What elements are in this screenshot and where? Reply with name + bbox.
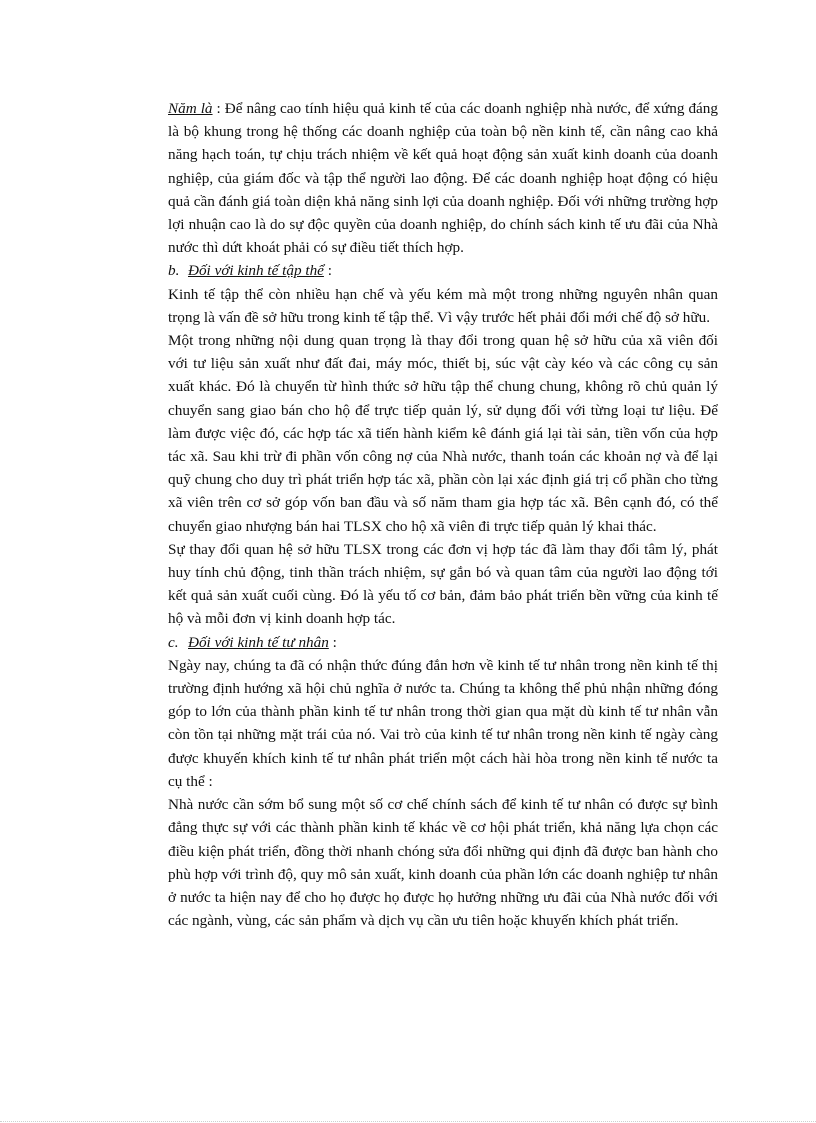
section-c-title: Đối với kinh tế tư nhân [188, 633, 329, 651]
section-c-colon: : [328, 633, 337, 651]
intro-text: : Để nâng cao tính hiệu quả kinh tế của các doanh nghiệp nhà nước, để xứng đáng là bộ khung trong hệ thống các doanh nghiệp của toàn bộ nền kinh tế, cần nâng cao khả năng hạch toán, tự chịu trách nhiệm về kết quả hoạt động sản xuất kinh doanh của doanh nghiệp, của giám đốc và tập thể người lao động. Để các doanh nghiệp hoạt động có hiệu quả cần đánh giá toàn diện khả năng sinh lợi của doanh nghiệp. Đối với những trường hợp lợi nhuận cao là do sự độc quyền của doanh nghiệp, do chính sách kinh tế ưu đãi của Nhà nước thì dứt khoát phải có sự điều tiết thích hợp. [168, 100, 718, 257]
section-c-heading [168, 631, 718, 654]
section-b-letter: b. [168, 262, 180, 280]
intro-paragraph [168, 97, 718, 259]
paragraph-b1: Kinh tế tập thể còn nhiều hạn chế và yếu kém mà một trong những nguyên nhân quan trọng là vấn đề sở hữu trong kinh tế tập thể. Vì vậy trước hết phải đổi mới chế độ sở hữu. [168, 285, 718, 326]
paragraph-b3: Sự thay đổi quan hệ sở hữu TLSX trong các đơn vị hợp tác đã làm thay đổi tâm lý, phát huy tính chủ động, tinh thần trách nhiệm, sự gắn bó và quan tâm của người lao động tới kết quả sản xuất cuối cùng. Đó là yếu tố cơ bản, đảm bảo phát triển bền vững của kinh tế hộ và mỗi đơn vị kinh doanh hợp tác. [168, 540, 718, 628]
document-page [168, 97, 718, 932]
paragraph-c1: Ngày nay, chúng ta đã có nhận thức đúng đắn hơn về kinh tế tư nhân trong nền kinh tế thị trường định hướng xã hội chủ nghĩa ở nước ta. Chúng ta không thể phủ nhận những đóng góp to lớn của thành phần kinh tế tư nhân trong thời gian qua mặt dù kinh tế tư nhân vẫn còn tồn tại những mặt trái của nó. Vai trò của kinh tế tư nhân trong nền kinh tế ngày càng được khuyến khích kinh tế tư nhân phát triển một cách hài hòa trong nền kinh tế nước ta cụ thể : [168, 656, 718, 790]
paragraph-b2: Một trong những nội dung quan trọng là thay đổi trong quan hệ sở hữu của xã viên đối với tư liệu sản xuất như đất đai, máy móc, thiết bị, súc vật cày kéo và các công cụ sản xuất khác. Đó là chuyển từ hình thức sở hữu tập thể chung chung, không rõ chủ quản lý chuyển sang giao bán cho hộ để trực tiếp quản lý, sử dụng đối với từng loại tư liệu. Để làm được việc đó, các hợp tác xã tiến hành kiểm kê đánh giá lại tài sản, tiền vốn của hợp tác xã. Sau khi trừ đi phần vốn công nợ của Nhà nước, thanh toán các khoản nợ và để lại quỹ chung cho duy trì phát triển hợp tác xã, phần còn lại xác định giá trị cổ phần cho từng xã viên trên cơ sở góp vốn ban đầu và số năm tham gia hợp tác xã. Bên cạnh đó, có thể chuyển giao nhượng bán hai TLSX cho hộ xã viên đi trực tiếp quản lý khai thác. [168, 332, 718, 535]
section-b-title: Đối với kinh tế tập thể [188, 262, 324, 280]
page-bottom-divider [0, 1121, 816, 1122]
section-b-heading [168, 259, 718, 282]
section-b-colon: : [323, 262, 332, 280]
paragraph-c2: Nhà nước cần sớm bổ sung một số cơ chế chính sách để kinh tế tư nhân có được sự bình đẳng thực sự với các thành phần kinh tế khác về cơ hội phát triển, khả năng lựa chọn các điều kiện phát triển, đồng thời nhanh chóng sửa đổi những qui định đã được ban hành cho phù hợp với trình độ, quy mô sản xuất, kinh doanh của phần lớn các doanh nghiệp tư nhân ở nước ta hiện nay để cho họ được họ được họ hưởng những ưu đãi của Nhà nước đối với các ngành, vùng, các sản phẩm và dịch vụ cần ưu tiên hoặc khuyến khích phát triển. [168, 796, 718, 930]
intro-label: Năm là [168, 100, 213, 117]
section-c-letter: c. [168, 633, 179, 651]
